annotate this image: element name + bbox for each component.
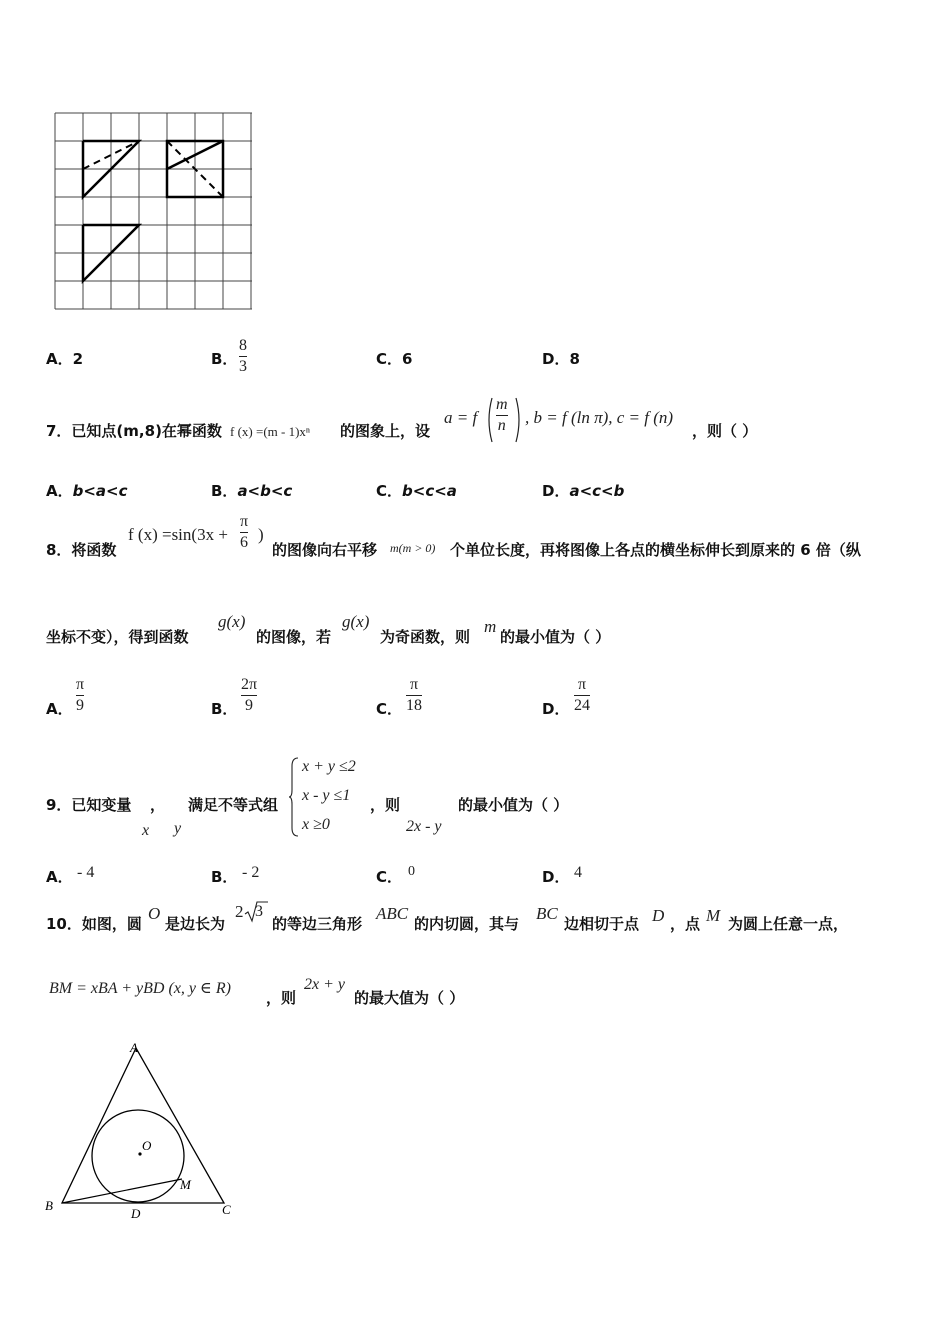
q10-stem-mid3: 的内切圆，其与 [414,915,520,933]
q9-option-b-value: - 2 [242,864,260,881]
q9-inequality-3: x ≥0 [302,816,330,833]
q9-option-c-value: 0 [408,864,415,879]
q8-option-c[interactable]: C． [376,700,403,718]
q10-stem-mid2: 的等边三角形 [272,915,363,933]
q7-option-c[interactable]: C．b<c<a [376,482,457,500]
triangle-abc [62,1048,224,1203]
q8-stem-line2-c: 为奇函数，则 [380,628,471,646]
q8-function: f (x) =sin(3x + [128,525,228,544]
q8-option-c-fraction: π 18 [406,676,422,714]
q10-expression: 2x + y [304,976,345,993]
q6-option-b[interactable]: B． [211,350,238,368]
q10-point-d: D [652,906,665,925]
q8-option-d[interactable]: D． [542,700,570,718]
q7-stem-prefix: 7．已知点(m,8)在幂函数 [46,422,222,440]
q6-option-d[interactable]: D．8 [542,350,580,368]
q7-power-function: f (x) =(m - 1)xⁿ [230,424,311,439]
q10-stem-mid1: 是边长为 [165,915,226,933]
q8-stem-mid2: 个单位长度，再将图像上各点的横坐标伸长到原来的 6 倍（纵 [450,541,861,559]
q7-option-b[interactable]: B．a<b<c [211,482,293,500]
q8-g-function: g(x) [218,612,246,631]
q9-var-x: x [142,822,150,839]
q10-circle-o: O [148,904,161,923]
q8-shift: m(m > 0) [390,541,436,555]
q9-option-d-value: 4 [574,864,582,881]
q9-option-d[interactable]: D． [542,868,570,886]
q10-stem-mid6: 为圆上任意一点， [728,915,849,933]
q7-right-paren [514,396,524,444]
q7-stem-suffix: ，则（ ） [692,422,758,440]
q9-stem-mid1: 满足不等式组 [188,796,279,814]
q8-function-close: ) [258,525,264,544]
q7-stem-mid: 的图象上，设 [340,422,431,440]
q8-stem-line2-d: 的最小值为（ ） [500,628,611,646]
q9-system-brace [288,756,300,838]
q10-side-length-radicand: 3 [255,903,263,920]
q9-var-y: y [174,820,182,837]
q10-stem-prefix: 10．如图，圆 [46,915,142,933]
q8-option-d-fraction: π 24 [574,676,590,714]
q8-option-a-fraction: π 9 [76,676,85,714]
q8-stem-line2-a: 坐标不变），得到函数 [46,628,189,646]
q8-m: m [484,617,497,636]
label-b: B [45,1198,53,1213]
q7-a-definition: a = f [444,408,478,427]
q10-stem-mid7: ，则 [266,989,297,1007]
q10-stem-mid5: ，点 [670,915,701,933]
q9-option-b[interactable]: B． [211,868,238,886]
q9-stem-suffix: 的最小值为（ ） [458,796,569,814]
q6-option-a[interactable]: A．2 [46,350,84,368]
q8-option-b[interactable]: B． [211,700,238,718]
q10-stem-mid4: 边相切于点 [564,915,640,933]
q8-g-function-2: g(x) [342,612,370,631]
q9-expression: 2x - y [406,818,442,835]
q9-stem-prefix: 9．已知变量 [46,796,132,814]
q7-m-over-n: m n [496,396,508,434]
q10-stem-suffix: 的最大值为（ ） [354,989,465,1007]
q7-left-paren [484,396,494,444]
q7-b-c-definition: , b = f (ln π), c = f (n) [525,408,674,427]
q9-inequality-2: x - y ≤1 [302,787,351,804]
q7-option-d[interactable]: D．a<c<b [542,482,625,500]
q7-option-a[interactable]: A．b<a<c [46,482,128,500]
q10-point-m: M [706,906,721,925]
q6-option-b-fraction: 8 3 [239,337,247,375]
q8-stem-mid1: 的图像向右平移 [272,541,378,559]
three-view-grid-figure [52,110,258,314]
q9-inequality-1: x + y ≤2 [302,758,356,775]
incircle-triangle-figure [40,1036,240,1222]
q8-option-a[interactable]: A． [46,700,73,718]
label-a: A [130,1040,138,1055]
q10-vector-equation: BM = xBA + yBD (x, y ∈ R) [49,980,231,997]
q10-side-length-coef: 2 [235,902,244,921]
label-m: M [180,1177,191,1192]
label-o: O [142,1138,152,1153]
q8-stem-line2-b: 的图像，若 [256,628,332,646]
q9-stem-mid2: ，则 [370,796,401,814]
q8-option-b-fraction: 2π 9 [241,676,258,714]
q6-option-c[interactable]: C．6 [376,350,413,368]
label-d: D [131,1206,141,1221]
q9-comma: ， [150,796,166,814]
q8-stem-prefix: 8．将函数 [46,541,117,559]
q9-option-a[interactable]: A． [46,868,73,886]
q8-function-fraction: π 6 [240,513,249,551]
q10-side-bc: BC [536,904,558,923]
q9-option-a-value: - 4 [77,864,95,881]
label-c: C [222,1202,231,1217]
q10-triangle-abc: ABC [376,904,409,923]
q9-option-c[interactable]: C． [376,868,403,886]
